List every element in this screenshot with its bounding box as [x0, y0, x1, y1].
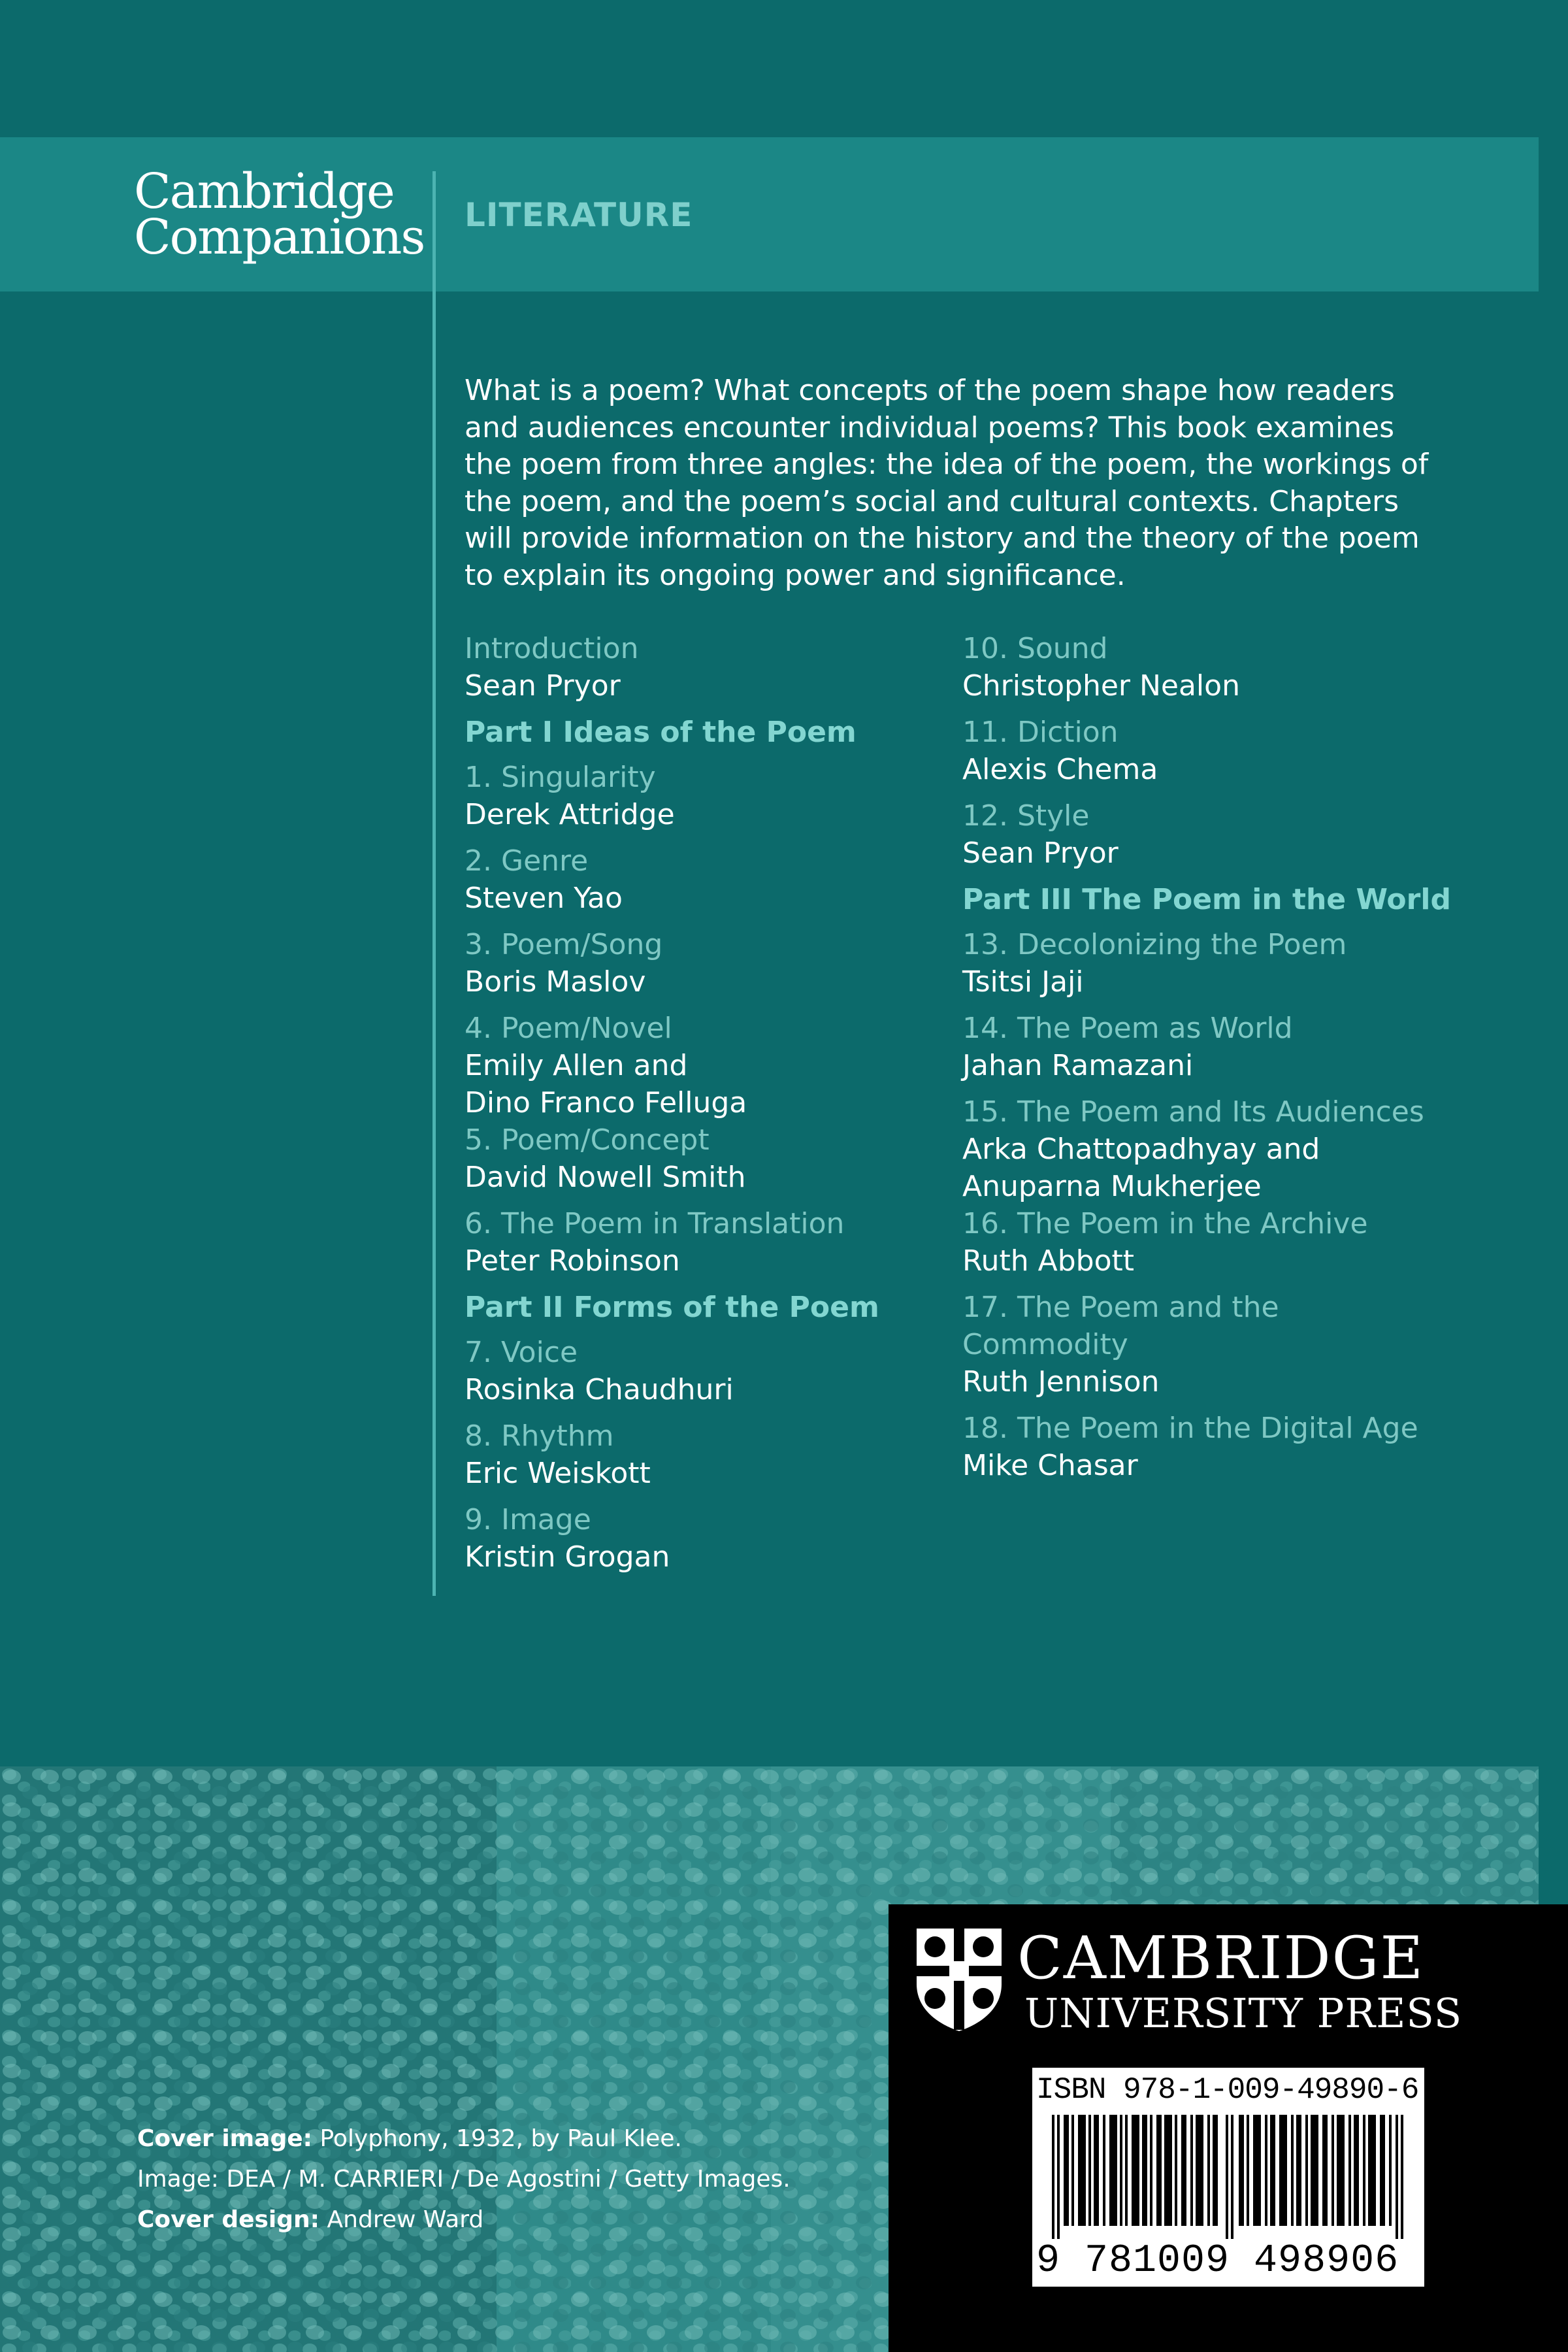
chapter-author: Ruth Jennison: [962, 1365, 1160, 1399]
chapter-author: Eric Weiskott: [465, 1457, 651, 1490]
chapter-title: 4. Poem/Novel: [465, 1012, 672, 1045]
contents-column-left: [465, 630, 922, 1576]
chapter-title: 15. The Poem and Its Audiences: [962, 1095, 1424, 1129]
chapter-author: Sean Pryor: [962, 836, 1119, 870]
chapter-title: 1. Singularity: [465, 761, 656, 794]
chapter-author: Tsitsi Jaji: [962, 965, 1084, 999]
chapter-author: Arka Chattopadhyay and: [962, 1133, 1320, 1166]
chapter-author: Christopher Nealon: [962, 669, 1240, 703]
cover-image-text: Polyphony, 1932, by Paul Klee.: [312, 2125, 682, 2152]
chapter-author: Kristin Grogan: [465, 1540, 670, 1574]
chapter-title: 3. Poem/Song: [465, 928, 663, 961]
chapter-author: Emily Allen and: [465, 1049, 688, 1082]
chapter-title: 9. Image: [465, 1503, 591, 1536]
cover-image-label: Cover image:: [137, 2125, 313, 2152]
book-blurb: What is a poem? What concepts of the poem shape how readers and audiences encounter individual poems? This book examines the poem from three angles: the idea of the poem, the workings of the poem, and the poem’s social and cultural contexts. Chapters will provide information on the history and the theory of the poem to explain its ongoing power and significance.: [465, 374, 1429, 592]
chapter-title: 8. Rhythm: [465, 1419, 614, 1453]
part-heading: Part III The Poem in the World: [962, 883, 1451, 916]
series-label: LITERATURE: [465, 196, 693, 234]
chapter-title: 11. Diction: [962, 716, 1119, 749]
chapter-title: 16. The Poem in the Archive: [962, 1207, 1368, 1240]
part-heading: Part I Ideas of the Poem: [465, 716, 857, 749]
logo-line-2: Companions: [134, 209, 425, 265]
chapter-author: Sean Pryor: [465, 669, 621, 703]
chapter-author: Anuparna Mukherjee: [962, 1170, 1262, 1203]
chapter-title: 10. Sound: [962, 632, 1108, 665]
chapter-title: 18. The Poem in the Digital Age: [962, 1412, 1418, 1445]
chapter-title: 7. Voice: [465, 1336, 578, 1369]
publisher-name-line-2: UNIVERSITY PRESS: [1024, 1989, 1463, 2037]
chapter-title: 2. Genre: [465, 844, 589, 878]
chapter-author: Mike Chasar: [962, 1449, 1138, 1482]
chapter-author: Rosinka Chaudhuri: [465, 1373, 734, 1406]
university-shield-icon: [913, 1925, 1005, 2033]
chapter-author: Boris Maslov: [465, 965, 646, 999]
chapter-author: Steven Yao: [465, 882, 623, 915]
logo-line-1: Cambridge: [134, 163, 394, 220]
chapter-title: 6. The Poem in Translation: [465, 1207, 845, 1240]
cover-design-text: Andrew Ward: [319, 2206, 484, 2233]
chapter-title: 12. Style: [962, 799, 1090, 833]
part-heading: Part II Forms of the Poem: [465, 1291, 879, 1324]
cover-credits: [137, 2119, 791, 2240]
publisher-name-line-1: CAMBRIDGE: [1017, 1924, 1425, 1993]
chapter-author: David Nowell Smith: [465, 1161, 746, 1194]
chapter-author: Peter Robinson: [465, 1244, 680, 1278]
chapter-author: Alexis Chema: [962, 753, 1158, 786]
chapter-author: Ruth Abbott: [962, 1244, 1134, 1278]
cover-design-label: Cover design:: [137, 2206, 320, 2233]
barcode-bars: [1052, 2115, 1418, 2239]
chapter-title: Commodity: [962, 1328, 1128, 1361]
isbn-text: ISBN 978-1-009-49890-6: [1036, 2073, 1419, 2107]
isbn-barcode: [1032, 2068, 1424, 2328]
chapter-author: Dino Franco Felluga: [465, 1086, 747, 1119]
publisher-block: [889, 1904, 1568, 2352]
contents-column-right: [962, 630, 1518, 1484]
chapter-title: 5. Poem/Concept: [465, 1123, 710, 1157]
cambridge-companions-logo: [134, 163, 425, 265]
vertical-divider: [433, 171, 436, 1596]
ean-digits: 9 781009 498906 >: [1036, 2239, 1399, 2328]
image-credit: Image: DEA / M. CARRIERI / De Agostini / Getty Images.: [137, 2166, 791, 2193]
chapter-title: 17. The Poem and the: [962, 1291, 1279, 1324]
chapter-title: 14. The Poem as World: [962, 1012, 1293, 1045]
chapter-author: Derek Attridge: [465, 798, 675, 831]
chapter-title: Introduction: [465, 632, 639, 665]
chapter-title: 13. Decolonizing the Poem: [962, 928, 1347, 961]
chapter-author: Jahan Ramazani: [962, 1049, 1194, 1082]
